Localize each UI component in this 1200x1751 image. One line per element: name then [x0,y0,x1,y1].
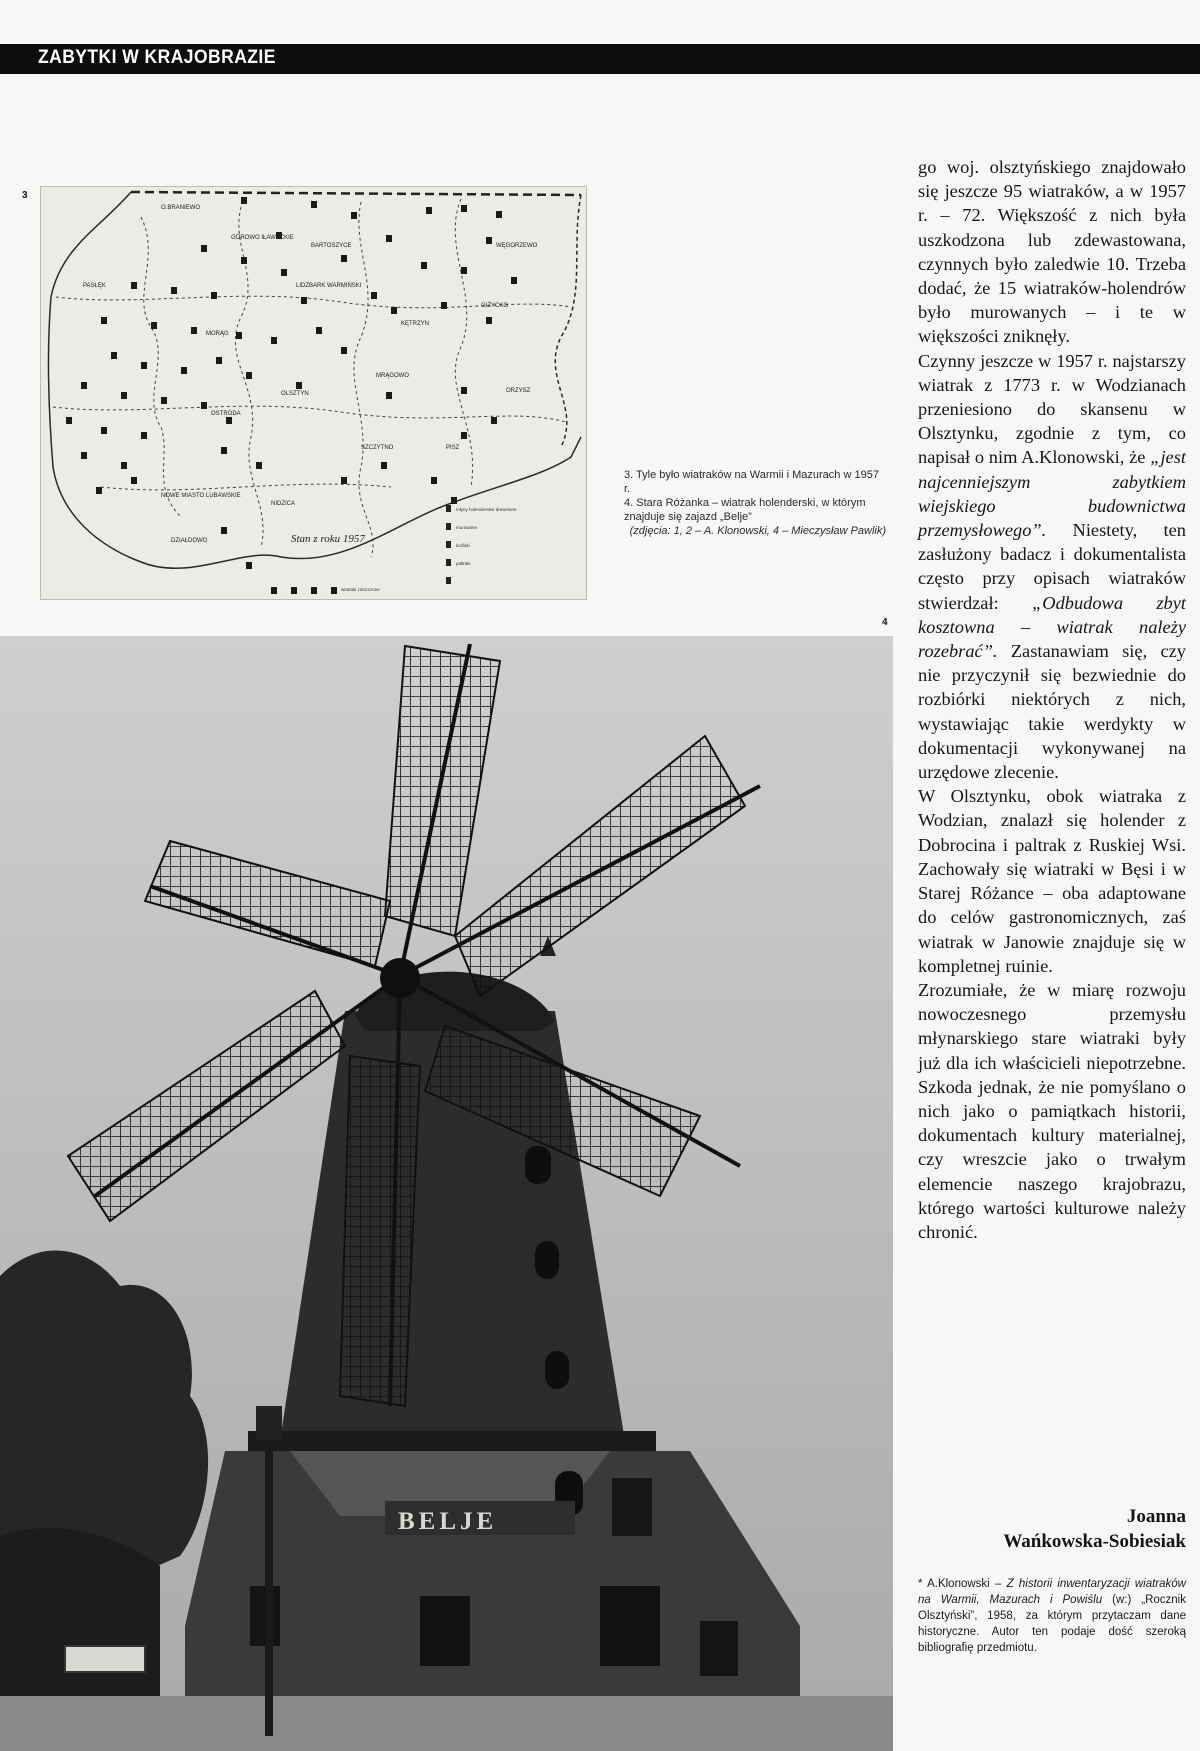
figure-number-photo: 4 [882,617,888,628]
map-drawing [41,187,586,599]
section-title: ZABYTKI W KRAJOBRAZIE [38,47,276,68]
figure-captions [624,468,886,538]
map-place: NIDZICA [271,501,295,507]
author-last-name: Wańkowska-Sobiesiak [1003,1531,1186,1552]
map-legend-item: paltraki [456,561,471,566]
author-signature [918,1504,1186,1554]
map-place: MRĄGOWO [376,373,409,379]
article-paragraph: Czynny jeszcze w 1957 r. najstarszy wiatrak z 1773 r. w Wodzianach przeniesiono do skansenu w Olsztynku, zgodnie z tym, co napisał o nim A.Klonowski, że „jest najcenniejszym zabytkiem wiejskiego budownictwa przemysłowego”. Niestety, ten zasłużony badacz i dokumentalista często przy opisach wiatraków stwierdzał: „Odbudowa zbyt kosztowna – wiatrak należy rozebrać”. Zastanawiam się, czy nie przyczynił się bezwiednie do rozbiórki niektórych z nich, wystawiając takie werdykty w dokumentacji wykonywanej na urzędowe zlecenie. [918,350,1187,783]
map-legend-item: młyny holenderskie drewniane [456,507,517,512]
map-place: WĘGORZEWO [496,243,538,249]
windmill-photo [0,636,893,1751]
map-place: BARTOSZYCE [311,243,352,249]
map-place: O.BRANIEWO [161,205,201,211]
map-legend-item: wiatraki zniszczone [341,587,380,592]
article-paragraph: W Olsztynku, obok wiatraka z Wodzian, znalazł się holender z Dobrocina i paltrak z Ruskiej Wsi. Zachowały się wiatraki w Bęsi i w Starej Różance – oba adaptowane do celów gastronomicznych, zaś wiatrak w Janowie znajduje się w kompletnej ruinie. [918,786,1186,976]
map-place: DZIAŁDOWO [171,538,208,544]
map-legend-title: Stan z roku 1957 [291,533,365,545]
map-place: GIŻYCKO [481,303,509,309]
caption-map: 3. Tyle było wiatraków na Warmii i Mazurach w 1957 r. [624,469,879,495]
article-paragraph: Zrozumiałe, że w miarę rozwoju nowoczesnego przemysłu młynarskiego stare wiatraki były już dla ich właścicieli niepotrzebne. Szkoda jednak, że nie pomyślano o nich jako o pamiątkach historii, dokumentach kultury materialnej, czy wreszcie jako o trwałym elemencie naszego krajobrazu, którego wartości kulturowe należy chronić. [918,979,1186,1242]
map-legend-item: murowane [456,525,478,530]
windmill-map-figure [40,186,587,600]
article-text [918,155,1186,1244]
map-place: LIDZBARK WARMIŃSKI [296,283,362,289]
header-bar [0,44,1200,74]
map-place: NOWE MIASTO LUBAWSKIE [161,493,241,499]
article-paragraph: go woj. olsztyńskiego znajdowało się jeszcze 95 wiatraków, a w 1957 r. – 72. Większość z nich była uszkodzona lub zdewastowana, czynnych było zaledwie 10. Trzeba dodać, że 15 wiatraków-holendrów było murowanych – i te w większości zniknęły. [918,157,1186,347]
author-first-name: Joanna [1126,1506,1186,1527]
map-place: KĘTRZYN [401,321,430,327]
map-place: MORĄG [206,331,229,337]
photo-credit: (zdjęcia: 1, 2 – A. Klonowski, 4 – Mieczysław Pawlik) [629,525,886,537]
map-place: OSTRÓDA [211,411,241,417]
map-place: ORZYSZ [506,388,531,394]
map-place: PISZ [446,445,460,451]
map-place: GÓROWO IŁAWECKIE [231,235,294,241]
windmill-sign-text: BELJE [398,1508,498,1535]
map-place: SZCZYTNO [361,445,394,451]
windmill-illustration [0,636,893,1751]
footnote: * A.Klonowski – Z historii inwentaryzacji wiatraków na Warmii, Mazurach i Powiślu (w:) „Rocznik Olsztyński”, 1958, za którym przytaczam dane historyczne. Autor ten podaje dość szeroką bibliografię przedmiotu. [918,1578,1186,1654]
caption-photo: 4. Stara Różanka – wiatrak holenderski, w którym znajduje się zajazd „Belje” [624,497,866,523]
map-place: OLSZTYN [281,391,309,397]
figure-number-map: 3 [22,190,28,201]
map-legend-item: koźlaki [456,543,470,548]
map-place: PASŁĘK [83,283,106,289]
